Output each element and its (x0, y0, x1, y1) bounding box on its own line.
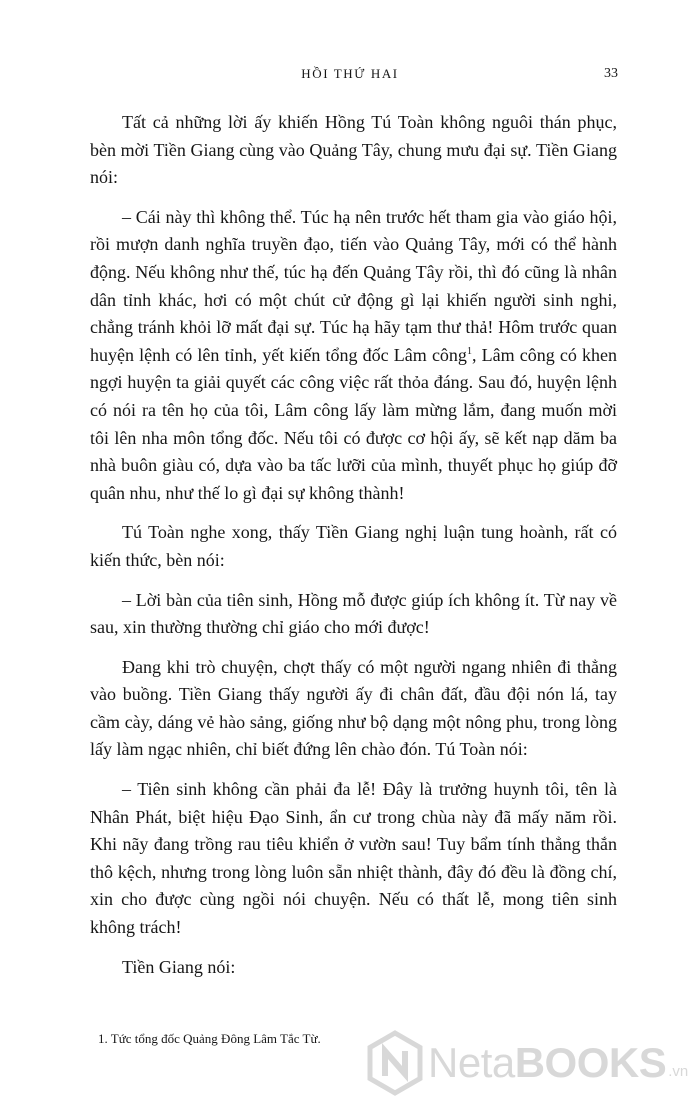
paragraph-text: – Cái này thì không thể. Túc hạ nên trước hết tham gia vào giáo hội, rồi mượn danh nghĩa truyền đạo, tiến vào Quảng Tây, mới có thể hành động. Nếu không như thế, túc hạ đến Quảng Tây rồi, thì đó cũng là nhân dân tỉnh khác, hơi có một chút cử động gì lại khiến người sinh nghi, chẳng tránh khỏi lỡ mất đại sự. Túc hạ hãy tạm thư thả! Hôm trước quan huyện lệnh có lên tỉnh, yết kiến tổng đốc Lâm công (90, 206, 617, 365)
chapter-title: HỒI THỨ HAI (301, 66, 399, 81)
watermark-text: NetaBOOKS (428, 1039, 667, 1086)
page-number: 33 (604, 66, 618, 81)
running-header (0, 66, 700, 86)
paragraph: – Lời bàn của tiên sinh, Hồng mỗ được giúp ích không ít. Từ nay về sau, xin thường thường chỉ giáo cho mới được! (90, 589, 617, 638)
paragraph: Đang khi trò chuyện, chợt thấy có một người ngang nhiên đi thẳng vào buồng. Tiền Giang thấy người ấy đi chân đất, đầu đội nón lá, tay cầm cày, dáng vẻ hào sảng, giống như bộ dạng một nông phu, trong lòng lấy làm ngạc nhiên, chỉ biết đứng lên chào đón. Tú Toàn nói: (90, 656, 617, 760)
paragraph: – Tiên sinh không cần phải đa lễ! Đây là trưởng huynh tôi, tên là Nhân Phát, biệt hiệu Đạo Sinh, ẩn cư trong chùa này đã mấy năm rồi. Khi nãy đang trồng rau tiêu khiển ở vườn sau! Tuy bẩm tính thẳng thắn thô kệch, nhưng trong lòng luôn sẵn nhiệt thành, đây đó đều là đồng chí, xin cho được cùng ngồi nói chuyện. Nếu có thất lễ, mong tiên sinh không trách! (90, 779, 617, 938)
paragraph: Tiền Giang nói: (122, 956, 236, 977)
netabooks-logo-icon (366, 1030, 424, 1096)
footnote: 1. Tức tổng đốc Quảng Đông Lâm Tắc Từ. (98, 1031, 321, 1046)
watermark (366, 1030, 688, 1096)
paragraph (90, 204, 617, 508)
watermark-suffix: .vn (668, 1063, 689, 1080)
paragraph: Tất cả những lời ấy khiến Hồng Tú Toàn không nguôi thán phục, bèn mời Tiền Giang cùng vào Quảng Tây, chung mưu đại sự. Tiền Giang nói: (90, 112, 617, 188)
footnote-marker[interactable]: 1 (466, 345, 472, 357)
paragraph-text: , Lâm công có khen ngợi huyện ta giải quyết các công việc rất thỏa đáng. Sau đó, huyện lệnh có nói ra tên họ của tôi, Lâm công lấy làm mừng lắm, đang muốn mời tôi lên nha môn tổng đốc. Nếu tôi có được cơ hội ấy, sẽ kết nạp dăm ba nhà buôn giàu có, dựa vào ba tấc lưỡi của mình, thuyết phục họ giúp đỡ quân nhu, như thế lo gì đại sự không thành! (90, 344, 618, 503)
body-text (90, 109, 617, 981)
paragraph: Tú Toàn nghe xong, thấy Tiền Giang nghị luận tung hoành, rất có kiến thức, bèn nói: (90, 522, 617, 570)
